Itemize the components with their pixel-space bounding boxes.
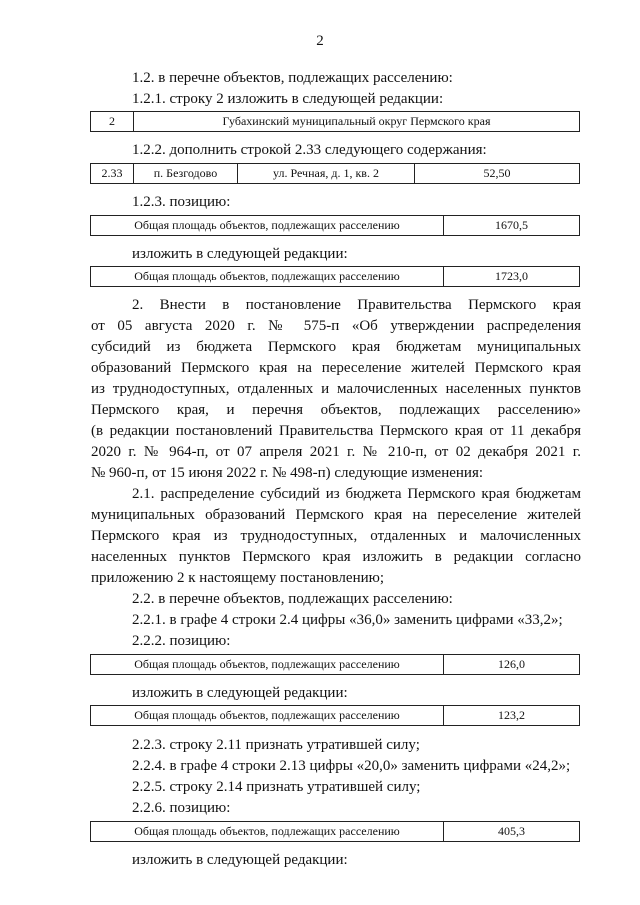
clause-2-2-3: 2.2.3. строку 2.11 признать утратившей силу;: [132, 737, 420, 753]
municipality-name: Губахинский муниципальный округ Пермского края: [134, 112, 580, 132]
table-row-2: [90, 111, 580, 132]
text-line: от 05 августа 2020 г. № 575-п «Об утверждении распределения: [91, 318, 581, 334]
text-line: муниципальных образований Пермского края на переселение жителей: [91, 507, 581, 523]
total-label: Общая площадь объектов, подлежащих расселению: [91, 822, 444, 842]
clause-2-2: 2.2. в перечне объектов, подлежащих расселению:: [132, 591, 453, 607]
new-edition-label-1: изложить в следующей редакции:: [132, 246, 348, 262]
clause-2-2-5: 2.2.5. строку 2.14 признать утратившей силу;: [132, 779, 421, 795]
table-row-2-33: [90, 163, 580, 184]
total-label: Общая площадь объектов, подлежащих расселению: [91, 216, 444, 236]
text-line: (в редакции постановлений Правительства Пермского края от 11 декабря: [91, 423, 581, 439]
total-value: 123,2: [444, 706, 580, 726]
text-line: Пермского края из труднодоступных, отдаленных и малочисленных: [91, 528, 581, 544]
total-area-new-1: [90, 266, 580, 287]
clause-1-2: 1.2. в перечне объектов, подлежащих расселению:: [132, 70, 453, 86]
text-line: населенных пунктов Пермского края изложить в редакции согласно: [91, 549, 581, 565]
total-area-old-2: [90, 654, 580, 675]
clause-1-2-1: 1.2.1. строку 2 изложить в следующей редакции:: [132, 91, 444, 107]
text-line: 2.1. распределение субсидий из бюджета Пермского края бюджетам: [132, 486, 581, 502]
text-line: приложению 2 к настоящему постановлению;: [91, 570, 384, 586]
total-value: 1670,5: [444, 216, 580, 236]
total-label: Общая площадь объектов, подлежащих расселению: [91, 267, 444, 287]
text-line: № 960-п, от 15 июня 2022 г. № 498-п) следующие изменения:: [91, 465, 484, 481]
row-number: 2.33: [91, 164, 134, 184]
settlement: п. Безгодово: [134, 164, 238, 184]
total-value: 126,0: [444, 655, 580, 675]
page-number: 2: [316, 33, 324, 49]
clause-2-2-1: 2.2.1. в графе 4 строки 2.4 цифры «36,0» заменить цифрами «33,2»;: [132, 612, 563, 628]
area: 52,50: [415, 164, 580, 184]
clause-1-2-2: 1.2.2. дополнить строкой 2.33 следующего содержания:: [132, 142, 487, 158]
total-label: Общая площадь объектов, подлежащих расселению: [91, 706, 444, 726]
total-label: Общая площадь объектов, подлежащих расселению: [91, 655, 444, 675]
clause-2-2-6: 2.2.6. позицию:: [132, 800, 231, 816]
total-value: 405,3: [444, 822, 580, 842]
total-area-new-2: [90, 705, 580, 726]
text-line: из труднодоступных, отдаленных и малочисленных населенных пунктов: [91, 381, 581, 397]
row-number: 2: [91, 112, 134, 132]
clause-1-2-3: 1.2.3. позицию:: [132, 194, 231, 210]
new-edition-label-3: изложить в следующей редакции:: [132, 852, 348, 868]
address: ул. Речная, д. 1, кв. 2: [238, 164, 415, 184]
new-edition-label-2: изложить в следующей редакции:: [132, 685, 348, 701]
text-line: образований Пермского края на переселение жителей Пермского края: [91, 360, 581, 376]
total-area-old-3: [90, 821, 580, 842]
text-line: Пермского края, и перечня объектов, подлежащих расселению»: [91, 402, 581, 418]
clause-2-2-4: 2.2.4. в графе 4 строки 2.13 цифры «20,0» заменить цифрами «24,2»;: [132, 758, 571, 774]
total-value: 1723,0: [444, 267, 580, 287]
clause-2-2-2: 2.2.2. позицию:: [132, 633, 231, 649]
text-line: субсидий из бюджета Пермского края бюджетам муниципальных: [91, 339, 581, 355]
total-area-old-1: [90, 215, 580, 236]
text-line: 2. Внести в постановление Правительства Пермского края: [132, 297, 581, 313]
text-line: 2020 г. № 964-п, от 07 апреля 2021 г. № 210-п, от 02 декабря 2021 г.: [91, 444, 581, 460]
